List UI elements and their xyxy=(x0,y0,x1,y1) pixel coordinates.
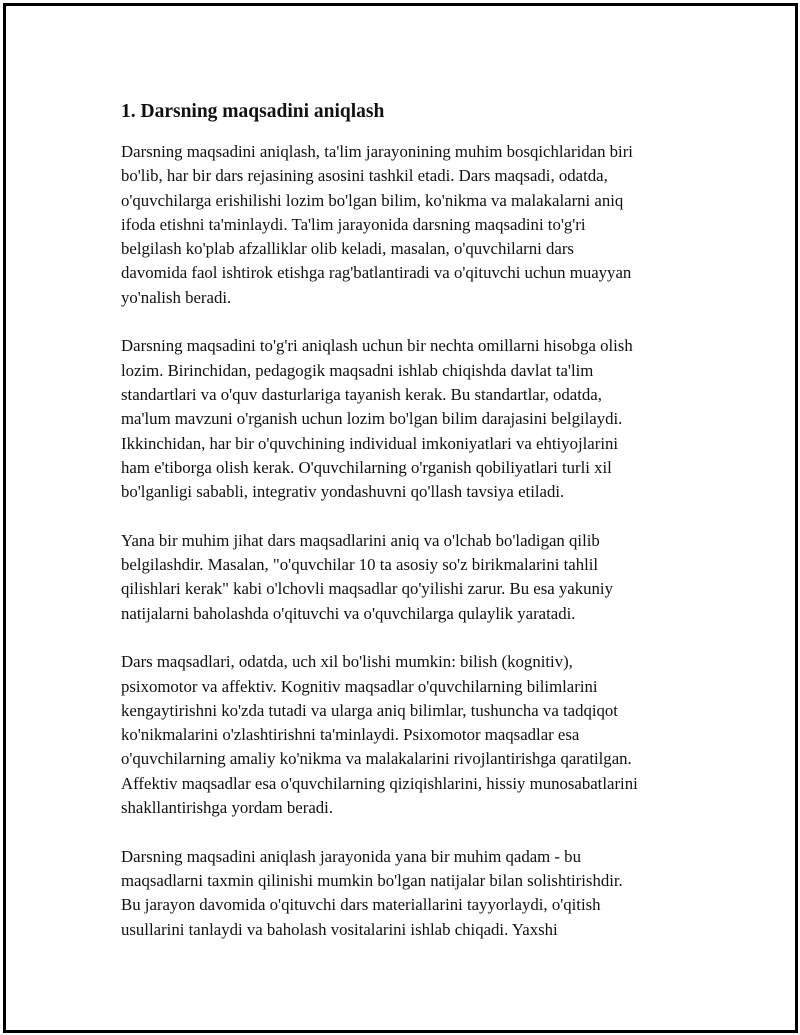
text-line: kengaytirishni ko'zda tutadi va ularga aniq bilimlar, tushuncha va tadqiqot xyxy=(121,700,618,720)
text-line: qilishlari kerak" kabi o'lchovli maqsadlar qo'yilishi zarur. Bu esa yakuniy xyxy=(121,579,613,599)
text-line: Bu jarayon davomida o'qituvchi dars materiallarini tayyorlaydi, o'qitish xyxy=(121,895,601,915)
text-line: shakllantirishga yordam beradi. xyxy=(121,798,334,818)
text-line: yo'nalish beradi. xyxy=(121,287,232,307)
text-line: ko'nikmalarini o'zlashtirishni ta'minlaydi. Psixomotor maqsadlar esa xyxy=(121,725,580,745)
text-line: bo'lib, har bir dars rejasining asosini tashkil etadi. Dars maqsadi, odatda, xyxy=(121,166,608,186)
text-line: bo'lganligi sababli, integrativ yondashuvni qo'llash tavsiya etiladi. xyxy=(121,482,565,502)
text-line: davomida faol ishtirok etishga rag'batlantiradi va o'qituvchi uchun muayyan xyxy=(121,263,632,283)
text-line: standartlari va o'quv dasturlariga tayanish kerak. Bu standartlar, odatda, xyxy=(121,384,602,404)
page-frame xyxy=(3,3,798,1033)
text-line: Dars maqsadlari, odatda, uch xil bo'lishi mumkin: bilish (kognitiv), xyxy=(121,652,573,672)
text-line: maqsadlarni taxmin qilinishi mumkin bo'lgan natijalar bilan solishtirishdir. xyxy=(121,870,623,890)
text-line: usullarini tanlaydi va baholash vositalarini ishlab chiqadi. Yaxshi xyxy=(121,919,558,939)
text-line: ifoda etishni ta'minlaydi. Ta'lim jarayonida darsning maqsadini to'g'ri xyxy=(121,214,586,234)
text-line: natijalarni baholashda o'qituvchi va o'quvchilarga qulaylik yaratadi. xyxy=(121,603,576,623)
text-line: belgilashdir. Masalan, "o'quvchilar 10 ta asosiy so'z birikmalarini tahlil xyxy=(121,555,599,575)
paragraph-1 xyxy=(121,140,691,310)
section-heading: 1. Darsning maqsadini aniqlash xyxy=(121,101,385,122)
text-line: o'quvchilarning amaliy ko'nikma va malakalarini rivojlantirishga qaratilgan. xyxy=(121,749,632,769)
text-line: Darsning maqsadini aniqlash jarayonida yana bir muhim qadam - bu xyxy=(121,846,581,866)
paragraph-4 xyxy=(121,650,691,820)
document-body xyxy=(121,98,691,966)
paragraph-5 xyxy=(121,845,691,942)
text-line: Darsning maqsadini aniqlash, ta'lim jarayonining muhim bosqichlaridan biri xyxy=(121,142,633,161)
text-line: psixomotor va affektiv. Kognitiv maqsadlar o'quvchilarning bilimlarini xyxy=(121,676,598,696)
text-line: belgilash ko'plab afzalliklar olib keladi, masalan, o'quvchilarni dars xyxy=(121,239,574,259)
text-line: o'quvchilarga erishilishi lozim bo'lgan bilim, ko'nikma va malakalarni aniq xyxy=(121,190,624,210)
text-line: lozim. Birinchidan, pedagogik maqsadni ishlab chiqishda davlat ta'lim xyxy=(121,360,594,380)
paragraph-2 xyxy=(121,334,691,504)
text-line: Darsning maqsadini to'g'ri aniqlash uchun bir nechta omillarni hisobga olish xyxy=(121,336,633,356)
text-line: ma'lum mavzuni o'rganish uchun lozim bo'lgan bilim darajasini belgilaydi. xyxy=(121,409,623,429)
text-line: ham e'tiborga olish kerak. O'quvchilarning o'rganish qobiliyatlari turli xil xyxy=(121,457,612,477)
paragraph-3 xyxy=(121,529,691,626)
text-line: Affektiv maqsadlar esa o'quvchilarning qiziqishlarini, hissiy munosabatlarini xyxy=(121,773,638,793)
text-line: Yana bir muhim jihat dars maqsadlarini aniq va o'lchab bo'ladigan qilib xyxy=(121,530,600,550)
text-line: Ikkinchidan, har bir o'quvchining individual imkoniyatlari va ehtiyojlarini xyxy=(121,433,619,453)
